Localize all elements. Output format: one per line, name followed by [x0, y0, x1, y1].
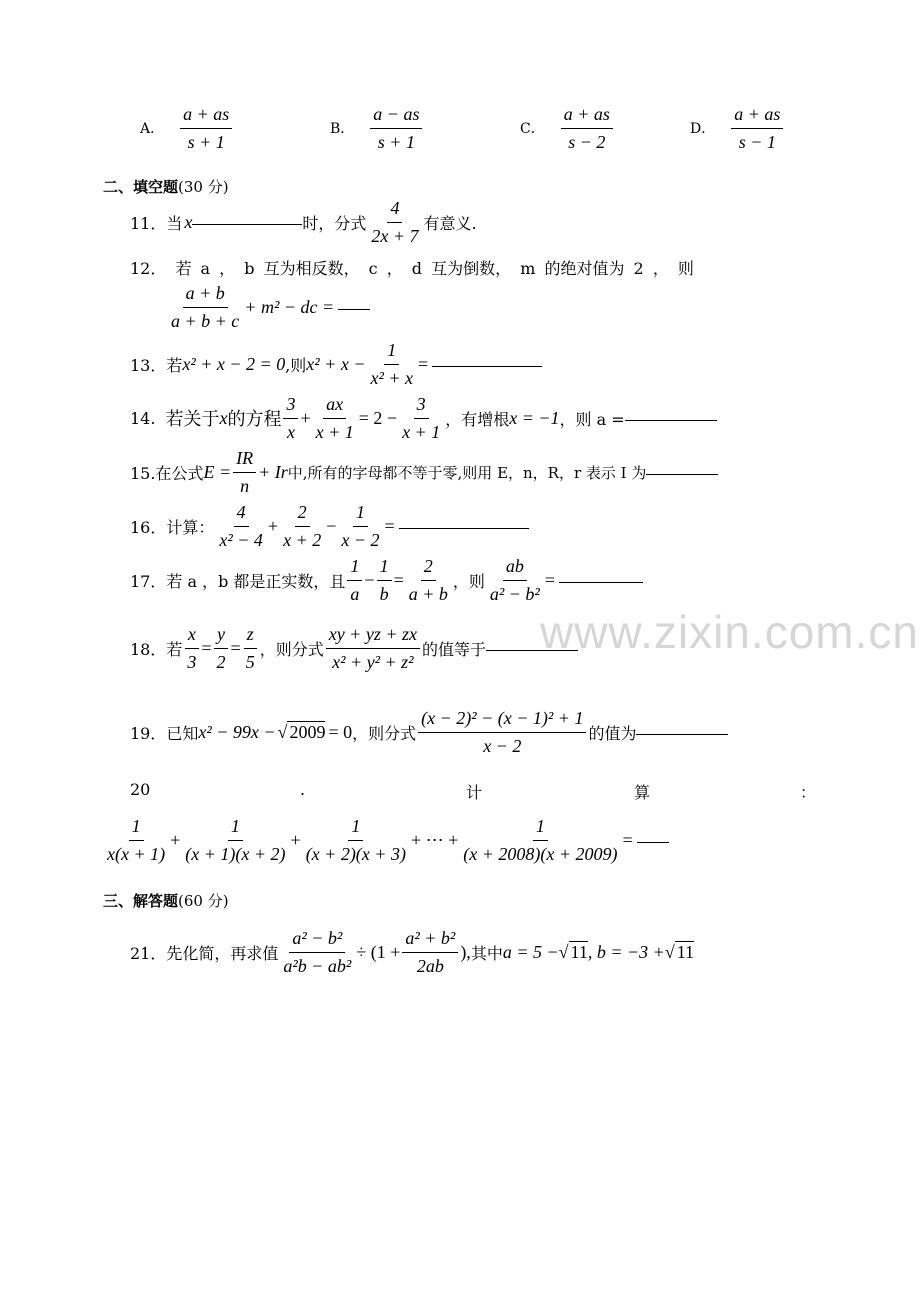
section-2-heading [103, 176, 229, 197]
q21-divide: ÷ (1 + [356, 941, 401, 962]
option-b-fraction: $\frac{a - as}{s + 1}$ [370, 104, 422, 152]
q11-text: 时，分式 [302, 213, 367, 233]
q13-equation: x² + x − 2 = 0 [182, 353, 286, 374]
section-3-title: 三、解答题 [103, 892, 179, 910]
q18-fraction-2: $\frac{y}{2}$ [214, 624, 229, 672]
section-2-title: 二、填空题 [103, 178, 179, 196]
q16-minus: − [326, 515, 337, 536]
q19-number: 19．已知 [130, 723, 199, 743]
q20-ellipsis: + ⋯ + [410, 829, 459, 850]
q20-equals: = [622, 829, 633, 850]
q13-fraction: $\frac{1}{\text{x² + x}}$ [370, 340, 413, 388]
q13-equals: = [418, 353, 429, 374]
q16-fraction-2: $\frac{2}{x + 2}$ [283, 502, 322, 550]
q17-fraction-1: $\frac{1}{a}$ [347, 556, 362, 604]
q14-text4: ，则 a = [559, 409, 625, 429]
q21-fraction-2: $\frac{\text{a² + b²}}{2ab}$ [402, 928, 458, 976]
q16-equals: = [384, 515, 395, 536]
question-12-line1: 12． 若 a ， b 互为相反数， c ， d 互为倒数， m 的绝对值为 2 ， 则 [130, 259, 694, 278]
q12-fraction: $\frac{a + b}{a + b + c}$ [171, 283, 240, 331]
q18-text: ，则分式 [259, 639, 324, 659]
q14-plus: + [300, 407, 311, 428]
q11-blank[interactable] [192, 223, 302, 225]
question-17 [130, 556, 643, 604]
q19-blank[interactable] [636, 733, 728, 735]
q16-plus: + [267, 515, 279, 536]
q18-blank[interactable] [486, 649, 578, 651]
q16-fraction-3: $\frac{1}{x - 2}$ [341, 502, 380, 550]
q20-blank[interactable] [637, 841, 669, 843]
q11-variable: x [184, 211, 193, 232]
question-11 [130, 198, 477, 246]
q15-text: 中,所有的字母都不等于零,则用 E，n，R，r 表示 I 为 [287, 463, 647, 482]
q14-root: x = −1 [509, 407, 560, 428]
q14-blank[interactable] [625, 419, 717, 421]
q19-end: 的值为 [588, 723, 637, 743]
option-b-label: B． [330, 121, 355, 138]
option-d-label: D． [690, 121, 716, 138]
q14-equals: = 2 − [358, 407, 398, 428]
q21-sqrt-2: √ 11 [664, 941, 695, 962]
q20-plus-2: + [290, 829, 301, 850]
q20-term-2: $\frac{1}{(x + 1)(x + 2)}$ [185, 816, 286, 864]
q17-equals-1: = [393, 569, 404, 590]
q15-number: 15.在公式 [130, 463, 204, 483]
q20-term-3: $\frac{1}{(x + 2)(x + 3)}$ [305, 816, 406, 864]
question-21 [130, 928, 694, 976]
q11-number: 11．当 [130, 213, 183, 233]
question-14 [130, 394, 717, 442]
q17-minus: − [364, 569, 375, 590]
section-3-score: (60 分) [178, 892, 229, 910]
q18-number: 18．若 [130, 639, 183, 659]
q21-condition-a: a = 5 − [502, 941, 559, 962]
q19-fraction: $\frac{\text{(x − 2)² − (x − 1)² + 1}}{x - 2}$ [418, 708, 586, 756]
q13-blank[interactable] [432, 365, 542, 367]
q17-fraction-4: $\frac{ab}{\text{a² − b²}}$ [489, 556, 540, 604]
option-b [330, 104, 424, 152]
option-c-label: C． [520, 121, 545, 138]
q20-word-2: 算 [634, 783, 651, 802]
q20-colon: ： [800, 783, 817, 802]
q12-blank[interactable] [338, 308, 370, 310]
section-3-heading [103, 890, 229, 911]
option-c-fraction: $\frac{a + as}{s - 2}$ [561, 104, 613, 152]
question-16 [130, 502, 529, 550]
q20-word-1: 计 [466, 783, 483, 802]
option-c [520, 104, 615, 152]
question-19 [130, 708, 728, 756]
option-a-label: A． [140, 121, 165, 138]
q14-variable: x [219, 407, 228, 428]
option-a [140, 104, 234, 152]
q20-term-1: $\frac{1}{x(x + 1)}$ [107, 816, 166, 864]
q14-fraction-2: $\frac{ax}{x + 1}$ [315, 394, 354, 442]
question-20-expression [102, 816, 669, 864]
q18-fraction-4: $\frac{xy + yz + zx}{\text{x² + y² + z²}}$ [326, 624, 420, 672]
option-d [690, 104, 785, 152]
q16-blank[interactable] [399, 527, 529, 529]
q17-number: 17．若 a ，b 都是正实数，且 [130, 571, 346, 591]
question-12-line2 [166, 283, 370, 331]
q21-number: 21．先化简，再求值 [130, 943, 279, 963]
q20-dot: . [300, 780, 306, 799]
q16-number: 16．计算： [130, 517, 215, 537]
q15-rhs: + Ir [258, 461, 288, 482]
question-18 [130, 624, 578, 672]
q19-equation: x² − 99x − [198, 721, 276, 742]
q21-fraction-1: $\frac{\text{a² − b²}}{\text{a²b − ab²}}$ [283, 928, 352, 976]
q16-fraction-1: $\frac{4}{\text{x² − 4}}$ [219, 502, 263, 550]
q19-equals: = 0 [328, 721, 353, 742]
q11-fraction: $\frac{4}{2x + 7}$ [371, 198, 419, 246]
q21-close-paren: ), [460, 941, 471, 962]
question-13 [130, 340, 542, 388]
q14-text3: ，有增根 [445, 409, 510, 429]
q20-number: 20 [130, 780, 151, 799]
option-a-fraction: $\frac{a + as}{s + 1}$ [180, 104, 232, 152]
q21-condition-b: , b = −3 + [587, 941, 665, 962]
q21-sqrt-1: √ 11 [558, 941, 588, 962]
q19-sqrt: √ 2009 [277, 721, 326, 742]
q17-text: ，则 [452, 571, 485, 591]
q17-equals-2: = [544, 569, 555, 590]
section-2-score: (30 分) [178, 178, 229, 196]
q18-fraction-3: $\frac{z}{5}$ [243, 624, 258, 672]
q13-number: 13．若 [130, 355, 183, 375]
q17-fraction-3: $\frac{2}{a + b}$ [408, 556, 448, 604]
q11-end: 有意义. [423, 213, 477, 233]
q21-text: 其中 [470, 943, 503, 963]
q18-end: 的值等于 [421, 639, 486, 659]
q13-expression: x² + x − [306, 353, 366, 374]
q14-text1: 若关于 [165, 409, 220, 431]
option-d-fraction: $\frac{a + as}{s - 1}$ [731, 104, 783, 152]
q20-plus-1: + [170, 829, 181, 850]
q14-fraction-3: $\frac{3}{x + 1}$ [402, 394, 441, 442]
q15-lhs: E = [203, 461, 232, 482]
q19-text: ，则分式 [352, 723, 417, 743]
q13-text: ,则 [285, 355, 307, 375]
q17-fraction-2: $\frac{1}{b}$ [377, 556, 392, 604]
q18-equals-2: = [230, 637, 241, 658]
q14-number: 14. [130, 408, 156, 428]
q18-equals-1: = [201, 637, 212, 658]
q12-expression: + m² − dc = [244, 296, 335, 317]
question-15 [130, 448, 718, 496]
q20-term-4: $\frac{1}{(x + 2008)(x + 2009)}$ [463, 816, 618, 864]
watermark: www.zixin.com.cn [540, 606, 919, 658]
q15-fraction: $\frac{IR}{n}$ [233, 448, 256, 496]
q14-text2: 的方程 [227, 409, 282, 431]
q18-fraction-1: $\frac{x}{3}$ [184, 624, 199, 672]
q15-blank[interactable] [646, 473, 718, 475]
q17-blank[interactable] [559, 581, 643, 583]
q14-fraction-1: $\frac{3}{x}$ [283, 394, 298, 442]
